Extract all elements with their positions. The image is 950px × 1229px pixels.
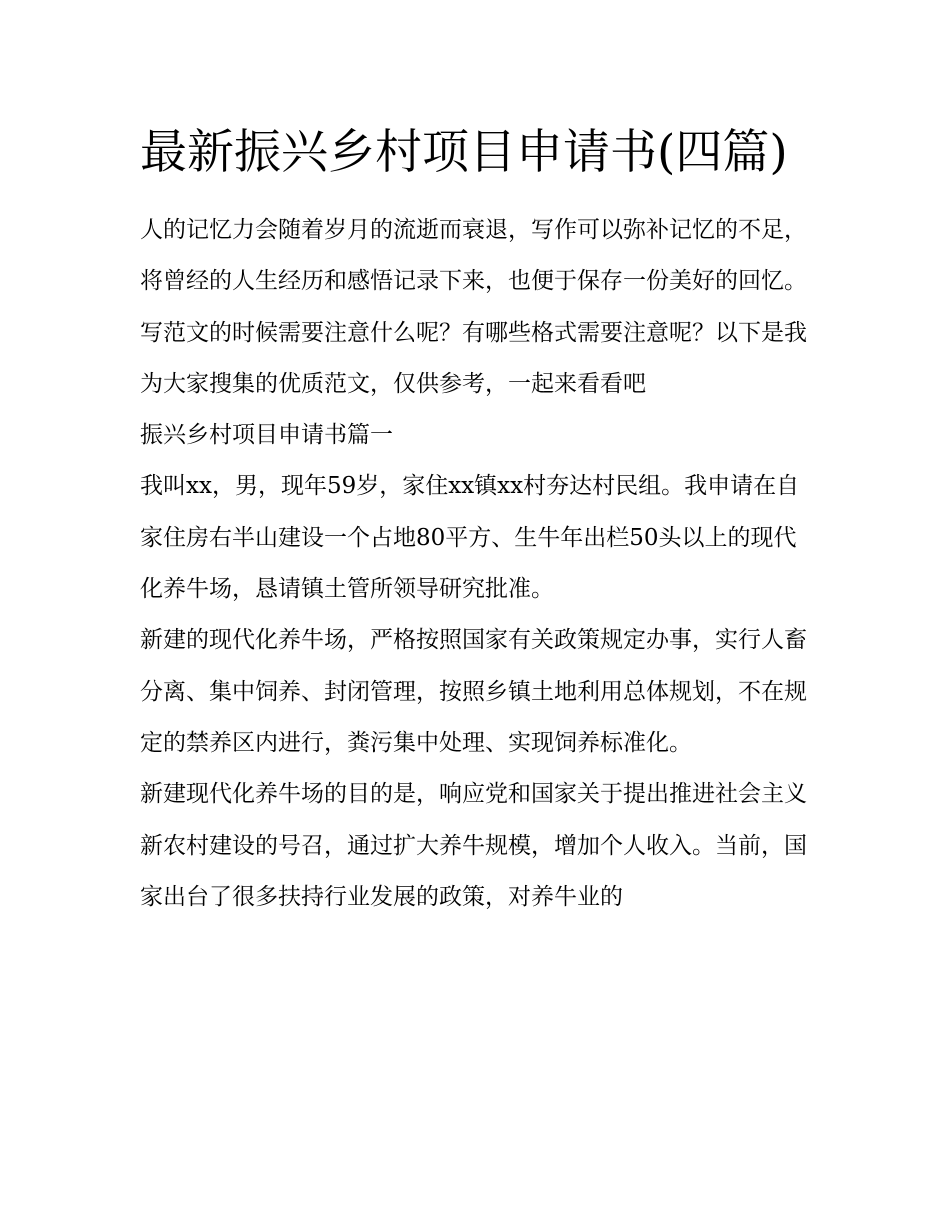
section-heading: 振兴乡村项目申请书篇一 <box>140 422 393 449</box>
document-title: 最新振兴乡村项目申请书(四篇) <box>140 125 788 180</box>
body-paragraph: 新建的现代化养牛场，严格按照国家有关政策规定办事，实行人畜分离、集中饲养、封闭管理，按照乡镇土地利用总体规划，不在规定的禁养区内进行，粪污集中处理、实现饲养标准化。 <box>140 627 807 756</box>
body-paragraph: 我叫xx，男，现年59岁，家住xx镇xx村夯达村民组。我申请在自家住房右半山建设一个占地80平方、生牛年出栏50头以上的现代化养牛场，恳请镇土管所领导研究批准。 <box>140 473 800 603</box>
body-paragraph: 新建现代化养牛场的目的是，响应党和国家关于提出推进社会主义新农村建设的号召，通过扩大养牛规模，增加个人收入。当前，国家出台了很多扶持行业发展的政策，对养牛业的 <box>140 781 807 910</box>
intro-paragraph: 人的记忆力会随着岁月的流逝而衰退，写作可以弥补记忆的不足，将曾经的人生经历和感悟记录下来，也便于保存一份美好的回忆。写范文的时候需要注意什么呢？有哪些格式需要注意呢？以下是我为大家搜集的优质范文，仅供参考，一起来看看吧 <box>140 217 807 397</box>
document-page <box>140 112 815 923</box>
